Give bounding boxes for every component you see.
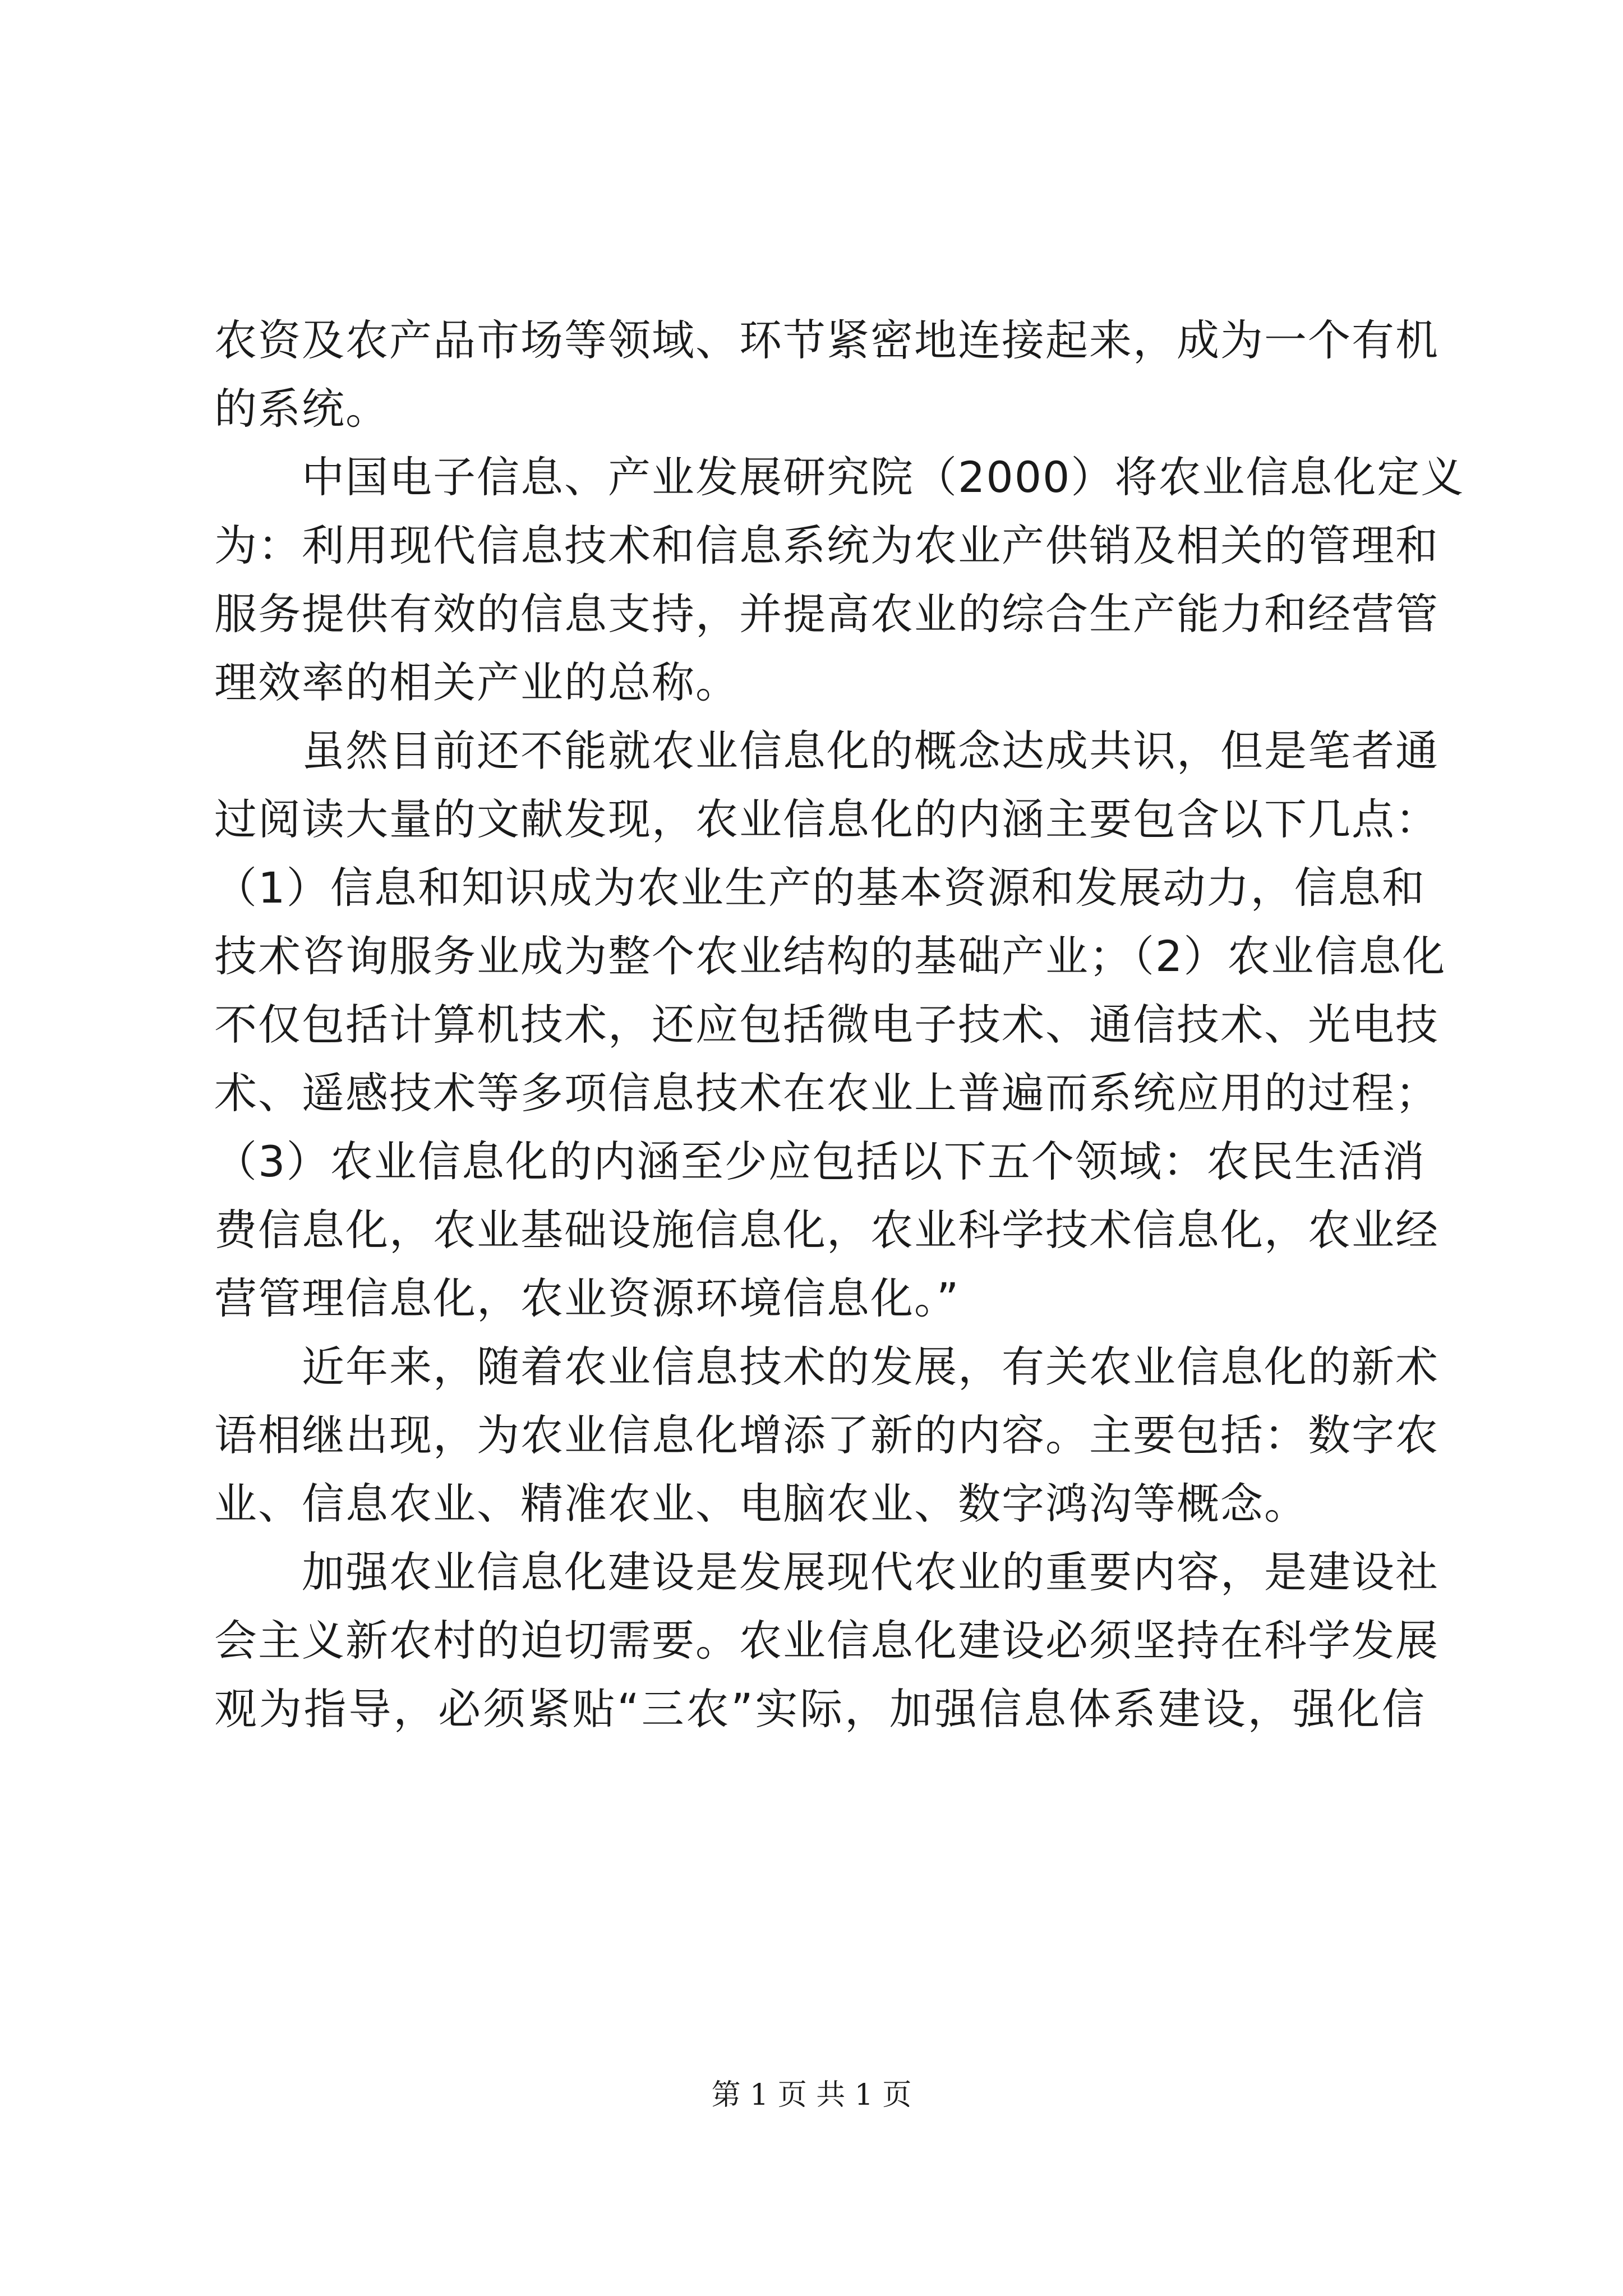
text-line: （3）农业信息化的内涵至少应包括以下五个领域：农民生活消 [214, 1137, 1426, 1186]
body-text [214, 306, 1465, 1743]
text-line: 为：利用现代信息技术和信息系统为农业产供销及相关的管理和 [214, 521, 1439, 570]
text-line: 不仅包括计算机技术，还应包括微电子技术、通信技术、光电技 [214, 1000, 1439, 1050]
text-line: 加强农业信息化建设是发展现代农业的重要内容，是建设社 [214, 1547, 1439, 1597]
text-line: 观为指导，必须紧贴“三农”实际，加强信息体系建设，强化信 [214, 1684, 1426, 1734]
text-line: 业、信息农业、精准农业、电脑农业、数字鸿沟等概念。 [214, 1479, 1308, 1529]
text-line: 虽然目前还不能就农业信息化的概念达成共识，但是笔者通 [214, 726, 1439, 776]
text-line: 费信息化，农业基础设施信息化，农业科学技术信息化，农业经 [214, 1205, 1439, 1255]
text-line: 营管理信息化，农业资源环境信息化。” [214, 1273, 960, 1323]
text-line: 理效率的相关产业的总称。 [214, 657, 739, 707]
page-number-label: 第 1 页 共 1 页 [711, 2078, 912, 2112]
text-line: 近年来，随着农业信息技术的发展，有关农业信息化的新术 [214, 1342, 1439, 1392]
text-line: 服务提供有效的信息支持，并提高农业的综合生产能力和经营管 [214, 589, 1439, 639]
text-line: （1）信息和知识成为农业生产的基本资源和发展动力，信息和 [214, 863, 1426, 913]
text-line: 的系统。 [214, 384, 389, 434]
text-line: 过阅读大量的文献发现，农业信息化的内涵主要包含以下几点： [214, 794, 1439, 844]
text-line: 技术咨询服务业成为整个农业结构的基础产业；（2）农业信息化 [214, 931, 1446, 981]
text-line: 术、遥感技术等多项信息技术在农业上普遍而系统应用的过程； [214, 1068, 1439, 1118]
text-line: 农资及农产品市场等领域、环节紧密地连接起来，成为一个有机 [214, 315, 1439, 365]
text-line: 语相继出现，为农业信息化增添了新的内容。主要包括：数字农 [214, 1410, 1439, 1460]
text-line: 中国电子信息、产业发展研究院（2000）将农业信息化定义 [214, 452, 1465, 502]
page-footer [0, 2076, 1623, 2115]
text-line: 会主义新农村的迫切需要。农业信息化建设必须坚持在科学发展 [214, 1616, 1439, 1665]
